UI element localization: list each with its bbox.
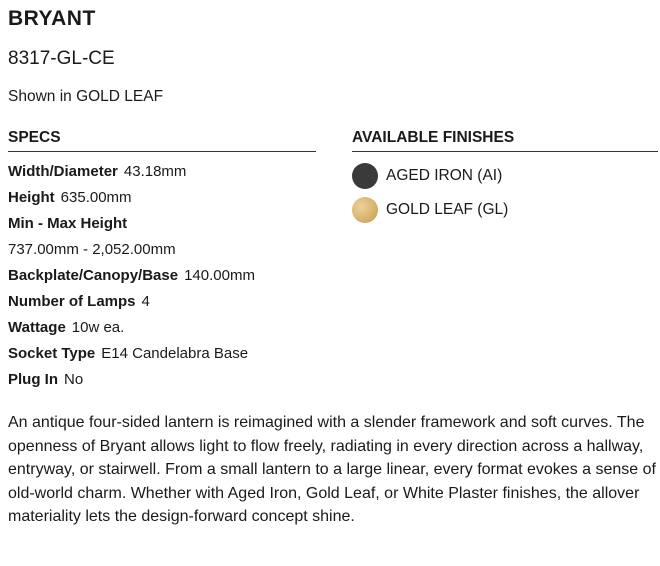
product-sku: 8317-GL-CE [8, 48, 115, 69]
spec-label: Min - Max Height [8, 215, 128, 232]
gold-leaf-swatch[interactable] [352, 197, 378, 223]
spec-row-min-max-height [8, 211, 316, 237]
product-description: An antique four-sided lantern is reimagined with a slender framework and soft curves. The openness of Bryant allows light to flow freely, radiating in every direction across a hallway, entryway, or stairwell. From a small lantern to a large linear, every format evokes a sense of old-world charm. Whether with Aged Iron, Gold Leaf, or White Plaster finishes, the allover materiality lets the design-forward concept shine. [8, 414, 656, 526]
spec-row-plug-in [8, 367, 316, 393]
spec-label: Height [8, 189, 55, 206]
spec-label: Plug In [8, 371, 58, 388]
shown-in-finish: Shown in GOLD LEAF [8, 88, 164, 105]
finish-aged-iron[interactable] [352, 159, 658, 193]
finish-list [352, 159, 658, 227]
spec-row-lamps [8, 289, 316, 315]
spec-row-min-max-height-value [8, 237, 316, 263]
spec-label: Width/Diameter [8, 163, 118, 180]
spec-list [8, 159, 316, 393]
spec-value: 43.18mm [123, 163, 187, 180]
finish-gold-leaf[interactable] [352, 193, 658, 227]
spec-row-width [8, 159, 316, 185]
finishes-heading: AVAILABLE FINISHES [352, 128, 658, 152]
finish-label: AGED IRON (AI) [386, 167, 503, 184]
specs-section [8, 128, 316, 393]
product-title: BRYANT [8, 7, 96, 30]
spec-value: 4 [141, 293, 150, 310]
spec-value: 140.00mm [184, 267, 255, 284]
spec-label: Backplate/Canopy/Base [8, 267, 179, 284]
spec-value: No [64, 371, 84, 388]
spec-row-backplate [8, 263, 316, 289]
spec-label: Socket Type [8, 345, 96, 362]
spec-value: E14 Candelabra Base [101, 345, 249, 362]
finishes-section [352, 128, 658, 227]
spec-row-height [8, 185, 316, 211]
spec-label: Wattage [8, 319, 66, 336]
specs-heading: SPECS [8, 128, 316, 152]
spec-row-wattage [8, 315, 316, 341]
spec-value: 10w ea. [71, 319, 125, 336]
spec-label: Number of Lamps [8, 293, 136, 310]
spec-value: 635.00mm [60, 189, 132, 206]
aged-iron-swatch[interactable] [352, 163, 378, 189]
spec-value: 737.00mm - 2,052.00mm [8, 241, 176, 258]
finish-label: GOLD LEAF (GL) [386, 201, 509, 218]
spec-row-socket [8, 341, 316, 367]
